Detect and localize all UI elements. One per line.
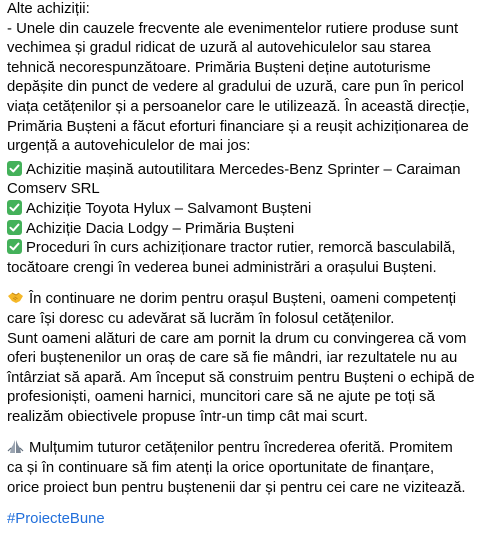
check-mark-button-icon xyxy=(7,239,22,254)
text-line: realizăm obiectivele propuse într-un timp cât mai scurt. xyxy=(7,408,368,425)
list-item-text: Achiziție Toyota Hylux – Salvamont Bușteni xyxy=(26,200,312,217)
list-item-text: Proceduri în curs achiziționare tractor rutier, remorcă basculabilă, xyxy=(26,240,456,257)
check-mark-button-icon xyxy=(7,161,22,176)
text-line: depășite din punct de vedere al gradului de uzură, care pun în pericol xyxy=(7,79,464,96)
thanks-text: Mulțumim tuturor cetățenilor pentru încrederea oferită. Promitem xyxy=(29,440,453,457)
list-item-continuation: Comserv SRL xyxy=(7,181,100,198)
text-line: urgență a autovehiculelor de mai jos: xyxy=(7,138,251,155)
text-line: vechimea și gradul ridicat de uzură al autovehiculelor sau starea xyxy=(7,40,431,57)
check-mark-button-icon xyxy=(7,220,22,235)
hashtag-link[interactable]: #ProiecteBune xyxy=(7,511,105,528)
hashtag-line xyxy=(7,510,477,530)
commitment-paragraph xyxy=(7,290,477,427)
text-line: Primăria Bușteni a făcut eforturi financiare și a reușit achiziționarea de xyxy=(7,118,469,135)
text-line: întârziat să apară. Am început să construim pentru Bușteni o echipă de xyxy=(7,369,475,386)
list-item xyxy=(7,161,477,181)
list-item-text: Achizitie mașină autoutilitara Mercedes-Benz Sprinter – Caraiman xyxy=(26,161,461,178)
text-line: viața cetățenilor și a persoanelor care le utilizează. În această direcție, xyxy=(7,98,470,115)
list-item xyxy=(7,200,477,220)
folded-hands-icon xyxy=(7,439,24,454)
commitment-text: În continuare ne dorim pentru orașul Bușteni, oameni competenți xyxy=(29,291,457,308)
text-line xyxy=(7,439,477,459)
check-mark-button-icon xyxy=(7,200,22,215)
text-line: orice proiect bun pentru buștenenii dar și pentru cei care ne vizitează. xyxy=(7,479,466,496)
text-line: ca și în continuare să fim atenți la orice oportunitate de finanțare, xyxy=(7,460,435,477)
list-item xyxy=(7,220,477,240)
text-line: care își doresc cu adevărat să lucrăm în folosul cetățenilor. xyxy=(7,310,395,327)
text-line: Alte achiziții: xyxy=(7,1,90,17)
acquisitions-list xyxy=(7,161,477,279)
text-line: - Unele din cauzele frecvente ale evenimentelor rutiere produse sunt xyxy=(7,20,459,37)
text-line xyxy=(7,290,477,310)
list-item xyxy=(7,239,477,259)
list-item-text: Achiziție Dacia Lodgy – Primăria Bușteni xyxy=(26,220,295,237)
text-line: profesioniști, oameni harnici, muncitori care să ne ajute pe toți să xyxy=(7,389,435,406)
list-item-continuation: tocătoare crengi în vederea bunei administrări a orașului Bușteni. xyxy=(7,259,437,276)
thanks-paragraph xyxy=(7,439,477,498)
intro-paragraph xyxy=(7,0,477,157)
text-line: oferi buștenenilor un oraș de care să fie mândri, iar rezultatele nu au xyxy=(7,350,458,367)
handshake-icon xyxy=(7,290,24,305)
text-line: tehnică necorespunzătoare. Primăria Bușteni deține autoturisme xyxy=(7,59,431,76)
text-line: Sunt oameni alături de care am pornit la drum cu convingerea că vom xyxy=(7,330,467,347)
